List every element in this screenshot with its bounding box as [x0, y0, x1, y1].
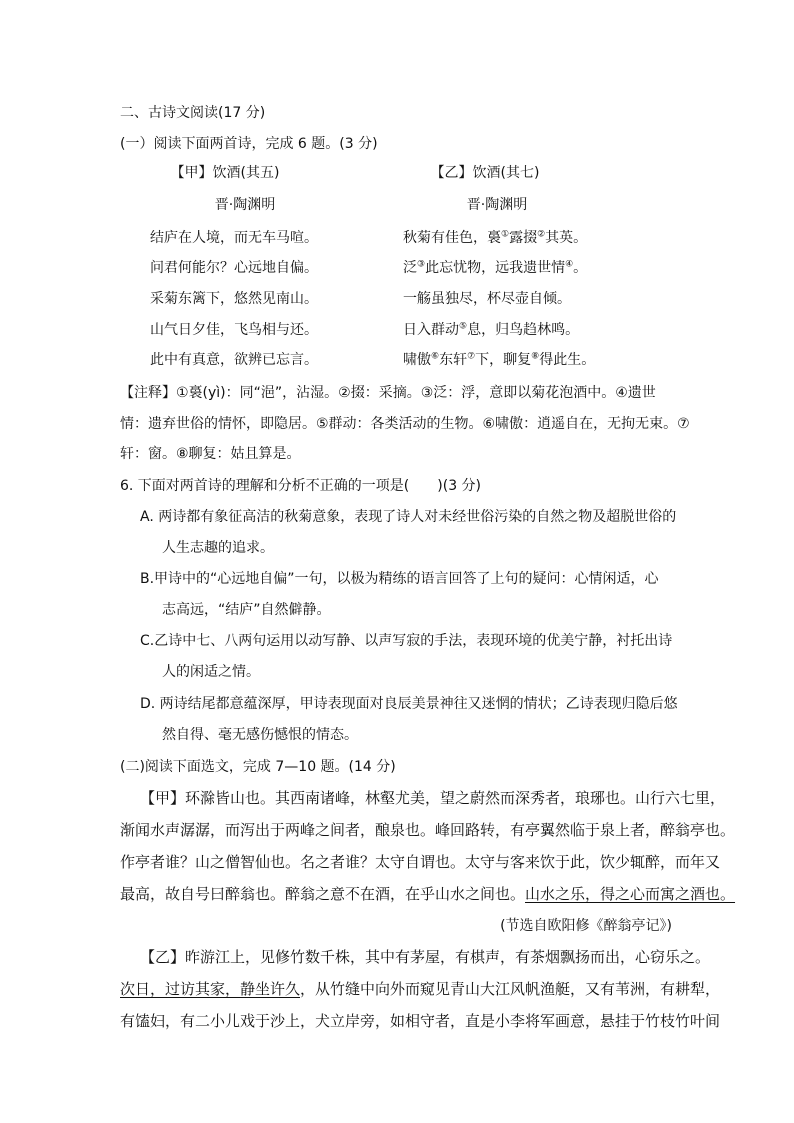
poem-b-text: 东轩: [439, 352, 468, 368]
poem-a-author: 晋·陶渊明: [214, 197, 276, 213]
passage-line: 【乙】昨游江上，见修竹数千株，其中有茅屋，有棋声，有茶烟飘扬而出，心窃乐之。: [140, 948, 711, 966]
option-line: 然自得、毫无感伤憾恨的情态。: [162, 727, 358, 743]
option-line: D. 两诗结尾都意蕴深厚，甲诗表现面对良辰美景神往又迷惘的情状；乙诗表现归隐后悠: [140, 696, 678, 712]
poem-b-text: 泛: [403, 260, 417, 276]
poem-b-text: 秋菊有佳色，裛: [403, 230, 501, 246]
note-marker: ③: [417, 259, 426, 270]
note-line: 情：遗弃世俗的情怀，即隐居。⑤群动：各类活动的生物。⑥啸傲：逍遥自在，无拘无束。⑦: [120, 416, 690, 432]
poem-b-line: [403, 320, 579, 340]
note-line: 【注释】①裛(yì)：同“浥”，沾湿。②掇：采摘。③泛：浮，意即以菊花泡酒中。④遗世: [120, 385, 656, 401]
note-marker: ⑧: [531, 351, 540, 362]
poem-b-line: [403, 350, 595, 370]
poem-b-text: 露掇: [509, 230, 538, 246]
poem-b-text: 得此生。: [539, 352, 596, 368]
passage-source: (节选自欧阳修《醉翁亭记》): [500, 918, 672, 934]
passage-line: 有馌妇，有二小儿戏于沙上，犬立岸旁，如相守者，直是小李将军画意，悬挂于竹枝竹叶间: [120, 1012, 721, 1030]
underlined-sentence: 山水之乐，得之心而寓之酒也。: [525, 885, 736, 903]
note-marker: ①: [501, 229, 510, 240]
passage-line: [120, 979, 720, 999]
poem-b-text: 其英。: [545, 230, 588, 246]
passage-line: [120, 884, 735, 904]
passage-line: 【甲】环滁皆山也。其西南诸峰，林壑尤美，望之蔚然而深秀者，琅琊也。山行六七里，: [140, 789, 726, 807]
option-line: 志高远，“结庐”自然僻静。: [162, 602, 331, 618]
poem-b-title: 【乙】饮酒(其七): [430, 165, 540, 181]
poem-b-author: 晋·陶渊明: [466, 197, 528, 213]
passage-line: 渐闻水声潺潺，而泻出于两峰之间者，酿泉也。峰回路转，有亭翼然临于泉上者，醉翁亭也。: [120, 821, 736, 839]
passage-line: 作亭者谁？山之僧智仙也。名之者谁？太守自谓也。太守与客来饮于此，饮少辄醉，而年又: [120, 853, 721, 871]
poem-b-text: 此忘忧物，远我遗世情: [425, 260, 566, 276]
poem-a-line: 此中有真意，欲辨已忘言。: [150, 352, 318, 368]
note-line: 轩：窗。⑧聊复：姑且算是。: [120, 446, 301, 462]
passage-text: 最高，故自号曰醉翁也。醉翁之意不在酒，在乎山水之间也。: [120, 885, 526, 903]
note-marker: ⑤: [459, 321, 468, 332]
option-line: 人的闲适之情。: [162, 664, 260, 680]
poem-a-line: 问君何能尔？心远地自偏。: [150, 260, 318, 276]
underlined-sentence: 次日，过访其家，静坐许久: [120, 980, 301, 998]
part2-heading: (二)阅读下面选文，完成 7—10 题。(14 分): [120, 759, 396, 775]
poem-b-line: 一觞虽独尽，杯尽壶自倾。: [403, 291, 571, 307]
option-line: A. 两诗都有象征高洁的秋菊意象，表现了诗人对未经世俗污染的自然之物及超脱世俗的: [140, 509, 677, 525]
note-marker: ⑦: [467, 351, 476, 362]
option-line: 人生志趣的追求。: [162, 540, 274, 556]
option-line: C.乙诗中七、八两句运用以动写静、以声写寂的手法，表现环境的优美宁静，衬托出诗: [140, 633, 673, 649]
poem-a-title: 【甲】饮酒(其五): [170, 165, 280, 181]
note-marker: ⑥: [431, 351, 440, 362]
poem-b-text: 下，聊复: [475, 352, 532, 368]
poem-b-text: 息，归鸟趋林鸣。: [467, 322, 580, 338]
section-title: 二、古诗文阅读(17 分): [120, 105, 266, 121]
poem-b-line: [403, 228, 587, 248]
part1-heading: (一）阅读下面两首诗，完成 6 题。(3 分): [120, 136, 378, 152]
note-marker: ④: [565, 259, 574, 270]
note-marker: ②: [537, 229, 546, 240]
option-line: B.甲诗中的“心远地自偏”一句，以极为精练的语言回答了上句的疑问：心情闲适，心: [140, 571, 659, 587]
passage-text: ，从竹缝中向外而窥见青山大江风帆渔艇，又有苇洲，有耕犁，: [300, 980, 721, 998]
poem-b-text: 啸傲: [403, 352, 431, 368]
poem-a-line: 采菊东篱下，悠然见南山。: [150, 291, 318, 307]
poem-b-text: 。: [573, 260, 588, 276]
poem-b-text: 日入群动: [403, 322, 459, 338]
poem-a-line: 山气日夕佳，飞鸟相与还。: [150, 322, 318, 338]
poem-b-line: [403, 258, 587, 278]
poem-a-line: 结庐在人境，而无车马喧。: [150, 230, 318, 246]
question-6: 6. 下面对两首诗的理解和分析不正确的一项是( )(3 分): [120, 478, 482, 494]
